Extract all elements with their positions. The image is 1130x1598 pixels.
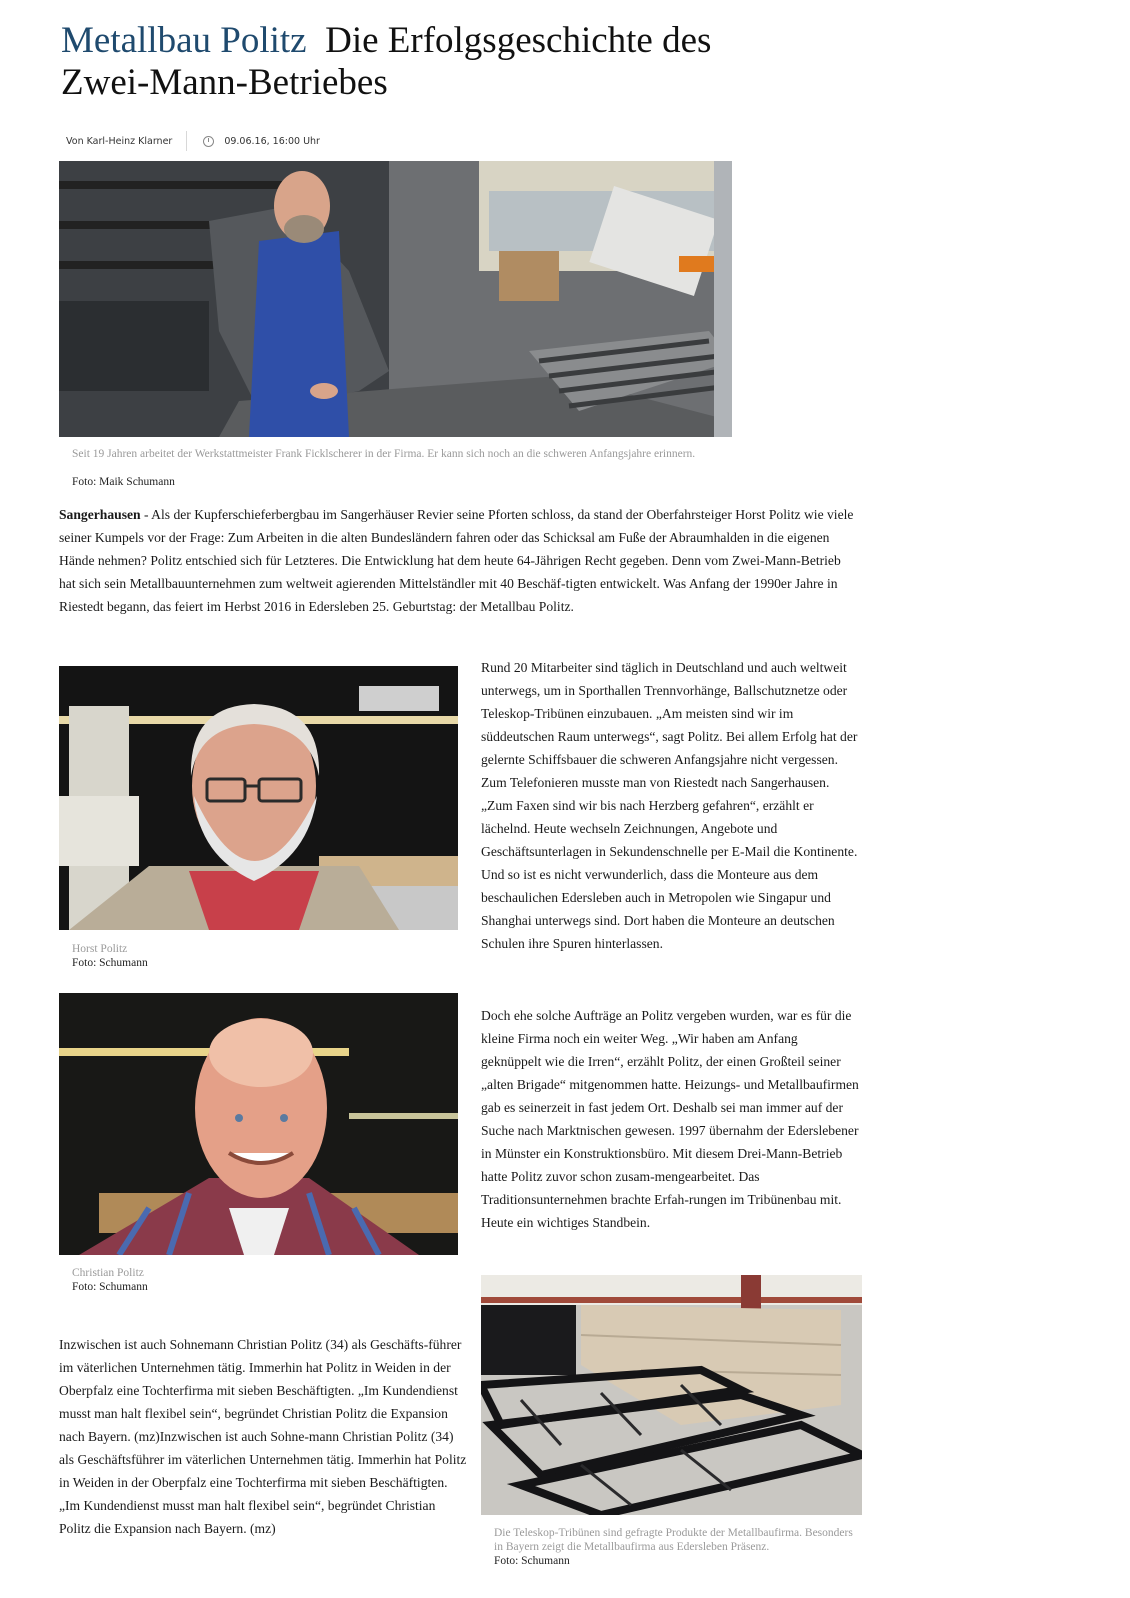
christian-photo-caption: Christian Politz — [72, 1267, 144, 1279]
headline-text: Die Erfolgsgeschichte des Zwei-Mann-Betriebes — [61, 20, 712, 103]
tribunes-photo-credit: Foto: Schumann — [494, 1555, 570, 1567]
photo-horst-politz — [59, 666, 458, 930]
intro-paragraph — [59, 503, 854, 618]
clock-icon — [203, 136, 214, 147]
headline-kicker: Metallbau Politz — [61, 20, 307, 61]
byline — [66, 131, 320, 151]
intro-text: - Als der Kupferschieferbergbau im Sangerhäuser Revier seine Pforten schloss, da stand der Oberfahrsteiger Horst Politz wie viele seiner Kumpels vor der Frage: Zum Arbeiten in die alten Bundesländern fahren oder das Schicksal am Fuße der Abraumhalden in die eigenen Hände nehmen? Politz entschied sich für Letzteres. Die Entwicklung hat dem heute 64-Jährigen Recht gegeben. Denn vom Zwei-Mann-Betrieb hat sich sein Metallbauunternehmen zum weltweit agierenden Mittelständler mit 40 Beschäf-tigten entwickelt. Was Anfang der 1990er Jahre in Riestedt begann, das feiert im Herbst 2016 in Edersleben 25. Geburtstag: der Metallbau Politz. — [59, 507, 854, 614]
dateline: Sangerhausen — [59, 507, 141, 522]
christian-photo-credit: Foto: Schumann — [72, 1281, 148, 1293]
publish-datetime: 09.06.16, 16:00 Uhr — [224, 135, 320, 147]
paragraph-2: Doch ehe solche Aufträge an Politz vergeben wurden, war es für die kleine Firma noch ein weiter Weg. „Wir haben am Anfang geknüppelt wie die Irren“, erzählt Politz, der einen Großteil seiner „alten Brigade“ mitgenommen hatte. Heizungs- und Metallbaufirmen gab es seinerzeit in fast jedem Ort. Deshalb sei man immer auf der Suche nach Marktnischen gewesen. 1997 übernahm der Ederslebener in Münster ein Konstruktionsbüro. Mit diesem Drei-Mann-Betrieb hatte Politz zuvor schon zusam-mengearbeitet. Das Traditionsunternehmen brachte Erfah-rungen im Tribünenbau mit. Heute ein wichtiges Standbein. — [481, 1008, 859, 1230]
photo-christian-politz — [59, 993, 458, 1255]
author: Von Karl-Heinz Klarner — [66, 135, 173, 147]
hero-photo-caption: Seit 19 Jahren arbeitet der Werkstattmeister Frank Ficklscherer in der Firma. Er kann sich noch an die schweren Anfangsjahre erinnern. — [72, 448, 696, 460]
paragraph-1: Rund 20 Mitarbeiter sind täglich in Deutschland und auch weltweit unterwegs, um in Sporthallen Trennvorhänge, Ballschutznetze oder Teleskop-Tribünen einzubauen. „Am meisten sind wir im süddeutschen Raum unterwegs“, sagt Politz. Bei allem Erfolg hat der gelernte Schiffsbauer die schweren Anfangsjahre nicht vergessen. Zum Telefonieren musste man von Riestedt nach Sangerhausen. „Zum Faxen sind wir bis nach Herzberg gefahren“, erzählt er lächelnd. Heute wechseln Zeichnungen, Angebote und Geschäftsunterlagen in Sekundenschnelle per E-Mail die Kontinente. Und so ist es nicht verwunderlich, dass die Monteure aus dem beschaulichen Edersleben auch in Metropolen wie Singapur und Shanghai unterwegs sind. Dort haben die Monteure an deutschen Schulen ihre Spuren hinterlassen. — [481, 660, 858, 951]
hero-photo-workshop — [59, 161, 732, 437]
horst-photo-caption: Horst Politz — [72, 943, 128, 955]
hero-photo-credit: Foto: Maik Schumann — [72, 476, 175, 488]
article-headline — [61, 20, 781, 104]
horst-photo-credit: Foto: Schumann — [72, 957, 148, 969]
byline-divider — [186, 131, 187, 151]
tribunes-photo-caption: Die Teleskop-Tribünen sind gefragte Produkte der Metallbaufirma. Besonders in Bayern zeigt die Metallbaufirma aus Edersleben Präsenz. — [494, 1527, 853, 1553]
photo-teleskop-tribuenen — [481, 1275, 862, 1515]
paragraph-3: Inzwischen ist auch Sohnemann Christian Politz (34) als Geschäfts-führer im väterlichen Unternehmen tätig. Immerhin hat Politz in Weiden in der Oberpfalz eine Tochterfirma mit sieben Beschäftigten. „Im Kundendienst musst man halt flexibel sein“, begründet Christian Politz die Expansion nach Bayern. (mz)Inzwischen ist auch Sohne-mann Christian Politz (34) als Geschäftsführer im väterlichen Unternehmen tätig. Immerhin hat Politz in Weiden in der Oberpfalz eine Tochterfirma mit sieben Beschäftigten. „Im Kundendienst musst man halt flexibel sein“, begründet Christian Politz die Expansion nach Bayern. (mz) — [59, 1337, 467, 1536]
